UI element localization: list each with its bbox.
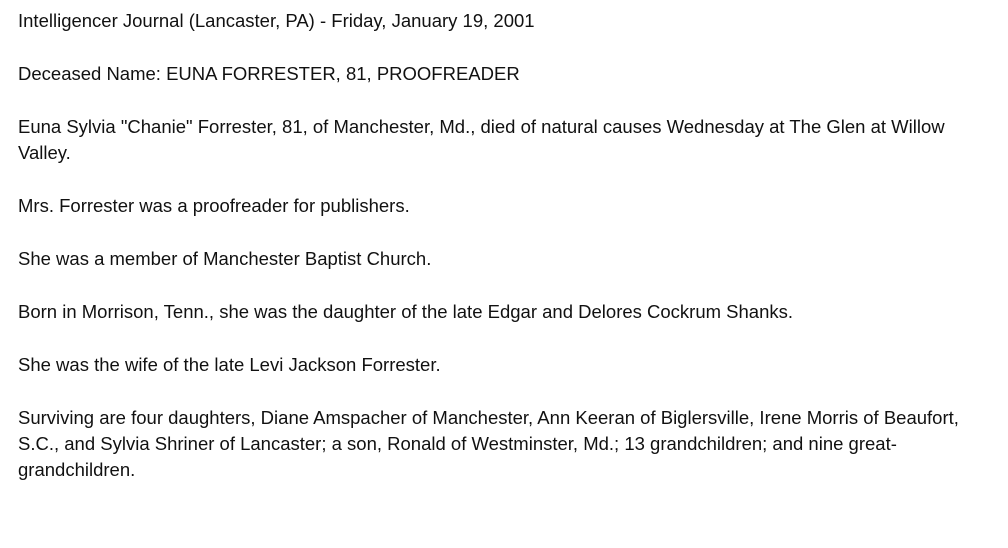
obituary-paragraph: Born in Morrison, Tenn., she was the daughter of the late Edgar and Delores Cockrum Shanks. — [18, 301, 794, 322]
obituary-paragraph: Euna Sylvia "Chanie" Forrester, 81, of Manchester, Md., died of natural causes Wednesday at The Glen at Willow Valley. — [18, 116, 945, 163]
obituary-paragraph: Mrs. Forrester was a proofreader for publishers. — [18, 195, 410, 216]
obituary-document — [18, 8, 983, 510]
obituary-paragraph: She was a member of Manchester Baptist Church. — [18, 248, 432, 269]
deceased-name-line: Deceased Name: EUNA FORRESTER, 81, PROOFREADER — [18, 63, 520, 84]
survivors-paragraph: Surviving are four daughters, Diane Amspacher of Manchester, Ann Keeran of Biglersville, Irene Morris of Beaufort, S.C., and Sylvia Shriner of Lancaster; a son, Ronald of Westminster, Md.; 13 grandchildren; and nine great-grandchildren. — [18, 407, 959, 480]
obituary-paragraph: She was the wife of the late Levi Jackson Forrester. — [18, 354, 441, 375]
publication-header: Intelligencer Journal (Lancaster, PA) - Friday, January 19, 2001 — [18, 10, 535, 31]
